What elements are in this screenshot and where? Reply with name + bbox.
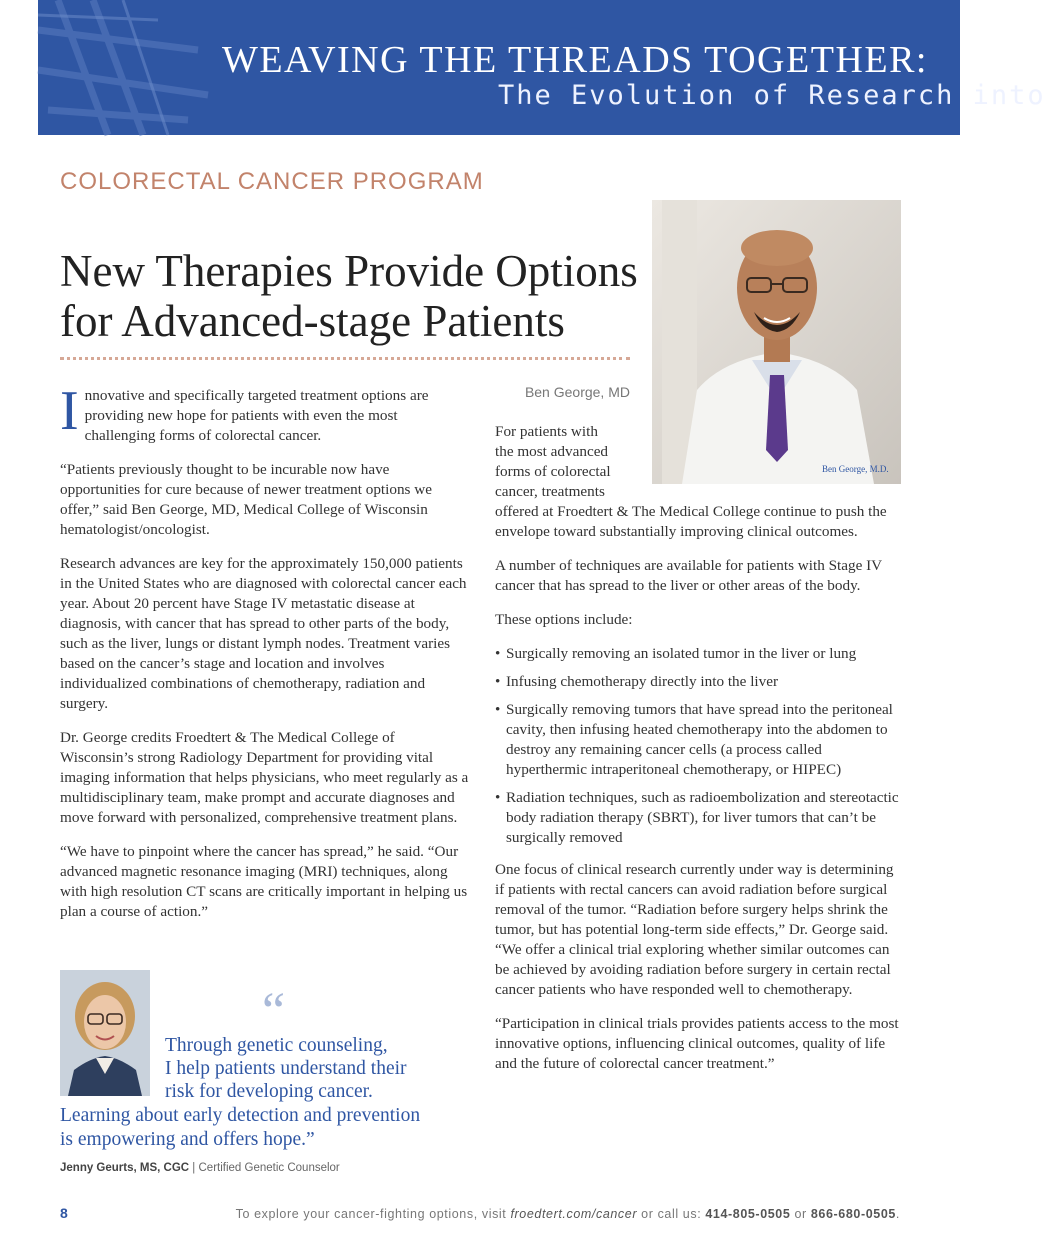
badge-name: Ben George, M.D.	[822, 464, 889, 474]
wrap-line: forms of colorectal	[495, 463, 611, 480]
header-subtitle: The Evolution of Research into	[498, 80, 1046, 111]
paragraph: One focus of clinical research currently under way is determining if patients with rectal cancers can avoid radiation before surgical removal of the tumor. “Radiation before surgery helps shrink the tumor, but has potential long-term side effects,” Dr. George said. “We offer a clinical trial exploring whether similar outcomes can be achieved by avoiding radiation before surgery in certain rectal cancer patients who have responded well to chemotherapy.	[495, 861, 894, 998]
drop-cap: I	[60, 380, 79, 442]
pull-quote-line: I help patients understand their	[165, 1058, 407, 1079]
wrap-line: cancer, treatments	[495, 483, 605, 500]
paragraph: Dr. George credits Froedtert & The Medical College of Wisconsin’s strong Radiology Department for providing vital imaging information that helps physicians, who meet regularly as a multidisciplinary team, make prompt and accurate diagnoses and move forward with personalized, comprehensive treatment plans.	[60, 729, 469, 826]
header-banner	[38, 0, 1046, 135]
footer-text: or	[790, 1207, 811, 1221]
pull-quote-line: Learning about early detection and prevention	[60, 1105, 421, 1126]
header-title: WEAVING THE THREADS TOGETHER:	[221, 39, 928, 81]
paragraph-with-wrap	[495, 422, 905, 542]
footer-contact	[236, 1207, 900, 1221]
headline-line-1: New Therapies Provide Options	[60, 246, 638, 296]
footer-url-link[interactable]: froedtert.com/cancer	[510, 1207, 638, 1221]
list-item: • Infusing chemotherapy directly into the liver	[495, 672, 905, 692]
intro-paragraph	[60, 380, 470, 446]
dotted-divider	[60, 357, 630, 360]
paragraph: “Patients previously thought to be incurable now have opportunities for cure because of newer treatment options we offer,” said Ben George, MD, Medical College of Wisconsin hematologist/oncologist.	[60, 461, 432, 538]
wrap-line: the most advanced	[495, 443, 609, 460]
attribution-name: Jenny Geurts, MS, CGC	[60, 1162, 190, 1174]
paragraph-continued: offered at Froedtert & The Medical College continue to push the envelope toward substantially improving clinical outcomes.	[495, 503, 887, 540]
quote-mark: “	[262, 983, 286, 1040]
jenny-geurts-photo	[60, 970, 150, 1096]
quote-attribution	[60, 1162, 340, 1174]
pull-quote-line: Through genetic counseling,	[165, 1035, 388, 1056]
attribution-separator: |	[192, 1162, 196, 1174]
article-headline	[60, 246, 650, 346]
headline-line-2: for Advanced-stage Patients	[60, 296, 565, 346]
pull-quote-line: risk for developing cancer.	[165, 1081, 373, 1102]
program-label: COLORECTAL CANCER PROGRAM	[60, 168, 484, 195]
photo-caption: Ben George, MD	[524, 384, 630, 400]
options-list	[495, 644, 905, 848]
footer-phone-2[interactable]: 866-680-0505	[810, 1207, 896, 1221]
paragraph: These options include:	[495, 611, 633, 628]
footer-text: or call us:	[637, 1207, 706, 1221]
list-item: • Surgically removing an isolated tumor in the liver or lung	[495, 644, 905, 664]
pull-quote-line: is empowering and offers hope.”	[60, 1129, 315, 1150]
right-column	[495, 422, 905, 1088]
footer-text: To explore your cancer-fighting options, visit	[235, 1207, 511, 1221]
attribution-role: Certified Genetic Counselor	[198, 1162, 340, 1174]
paragraph: “Participation in clinical trials provides patients access to the most innovative options, influencing clinical outcomes, quality of life and the future of colorectal cancer treatment.”	[495, 1015, 899, 1072]
paragraph: A number of techniques are available for patients with Stage IV cancer that has spread to the liver or other areas of the body.	[495, 557, 882, 594]
paragraph: “We have to pinpoint where the cancer has spread,” he said. “Our advanced magnetic resonance imaging (MRI) techniques, along with high resolution CT scans are critically important in helping us plan a course of action.”	[60, 843, 468, 920]
paragraph: Research advances are key for the approximately 150,000 patients in the United States who are diagnosed with colorectal cancer each year. About 20 percent have Stage IV metastatic disease at diagnosis, with cancer that has spread to other parts of the body, such as the liver, lungs or distant lymph nodes. Treatment varies based on the cancer’s stage and location and involves individualized combinations of chemotherapy, radiation and surgery.	[60, 555, 467, 712]
list-item: • Surgically removing tumors that have spread into the peritoneal cavity, then infusing heated chemotherapy into the abdomen to destroy any remaining cancer cells (a process called hyperthermic intraperitoneal chemotherapy, or HIPEC)	[495, 700, 905, 780]
page-number: 8	[60, 1205, 68, 1221]
wrap-line: For patients with	[495, 423, 598, 440]
footer-text: .	[895, 1207, 900, 1221]
intro-text: nnovative and specifically targeted treatment options are providing new hope for patients with even the most challenging forms of colorectal cancer.	[84, 387, 429, 444]
list-item: • Radiation techniques, such as radioembolization and stereotactic body radiation therapy (SBRT), for liver tumors that can’t be surgically removed	[495, 788, 905, 848]
left-column	[60, 380, 470, 936]
footer-phone-1[interactable]: 414-805-0505	[705, 1207, 791, 1221]
